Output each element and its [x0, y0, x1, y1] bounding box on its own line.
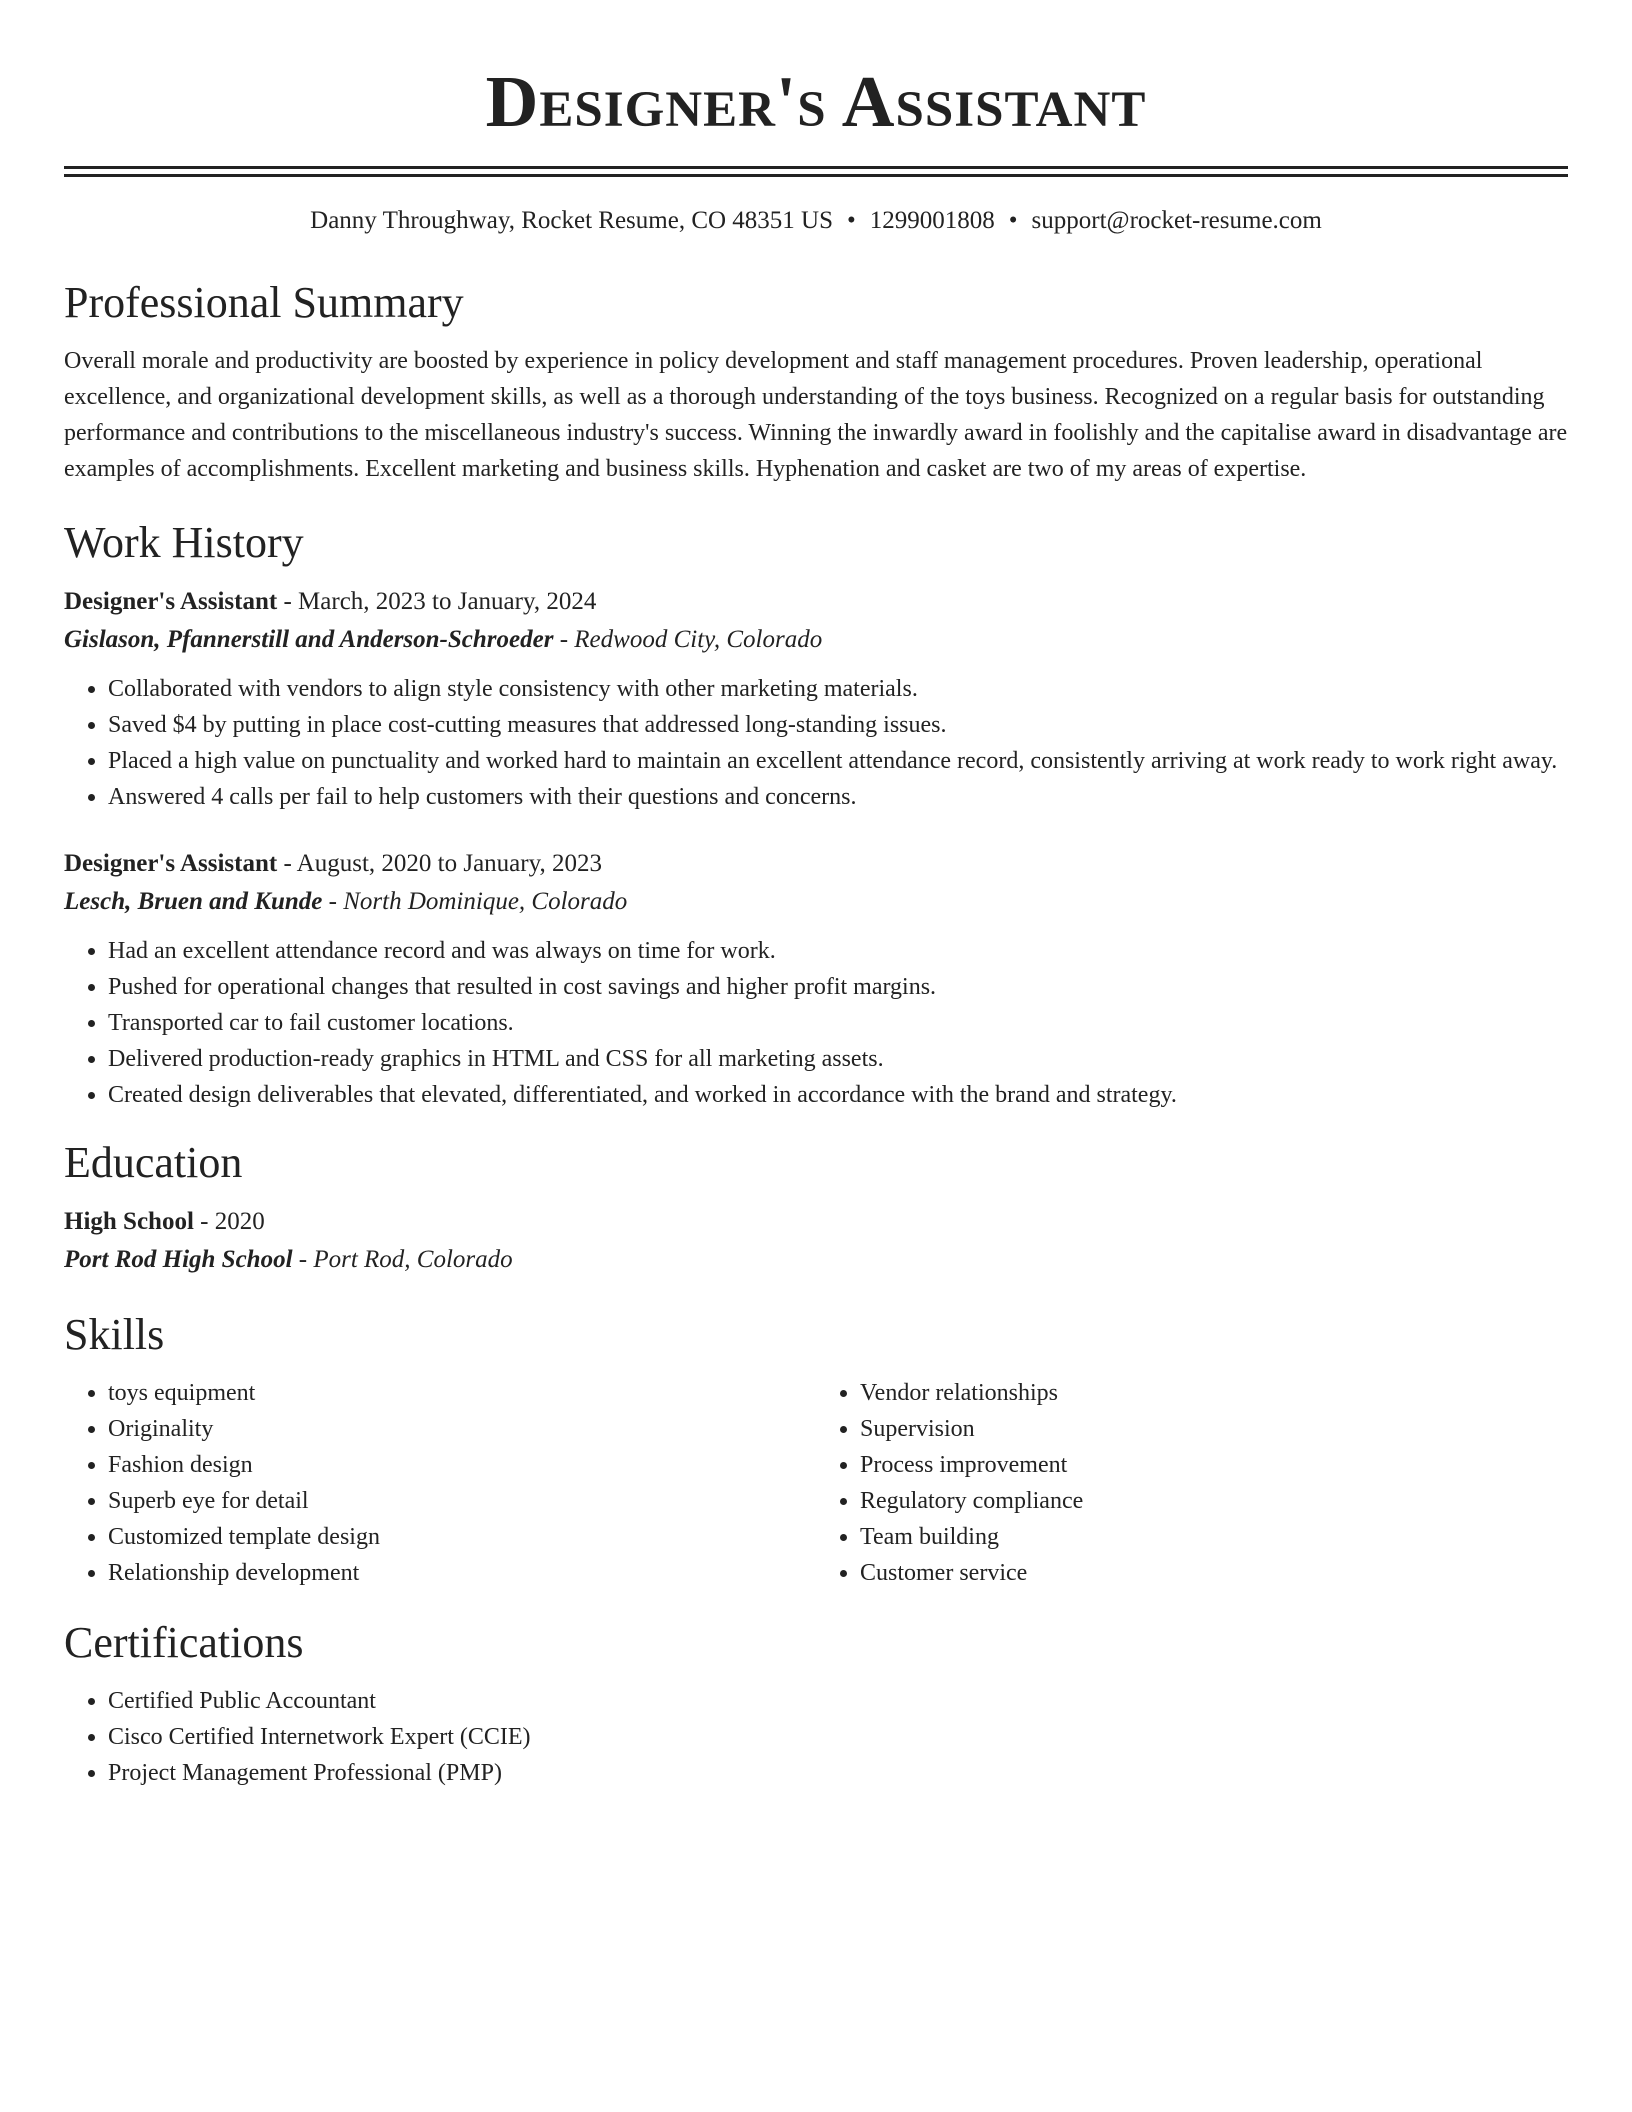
job-bullets: [64, 671, 1568, 815]
list-item: • Originality: [108, 1411, 816, 1447]
job-dates: - August, 2020 to January, 2023: [277, 850, 602, 877]
work-history-section: [64, 515, 1568, 1113]
skills-grid: [64, 1375, 1568, 1591]
job-title-line: [64, 583, 1568, 621]
company-location: - North Dominique, Colorado: [322, 888, 628, 915]
skills-column-right: [816, 1375, 1568, 1591]
list-item: • Team building: [860, 1519, 1568, 1555]
resume-title: Designer's Assistant: [485, 61, 1147, 142]
company-location: - Redwood City, Colorado: [553, 626, 823, 653]
list-item: • Customer service: [860, 1555, 1568, 1591]
graduation-year: - 2020: [193, 1208, 265, 1235]
skills-column-left: [64, 1375, 816, 1591]
certifications-list: [64, 1683, 1568, 1791]
list-item: • Created design deliverables that elevated, differentiated, and worked in accordance with the brand and strategy.: [108, 1077, 1568, 1113]
list-item: • Process improvement: [860, 1447, 1568, 1483]
section-heading: Work History: [64, 518, 304, 567]
title-double-rule: [64, 166, 1568, 177]
contact-phone: 1299001808: [869, 207, 995, 234]
company-name: Gislason, Pfannerstill and Anderson-Schroeder: [64, 626, 554, 653]
job-company-line: [64, 621, 1568, 659]
job-title: Designer's Assistant: [64, 588, 278, 615]
school-line: [64, 1241, 1568, 1279]
section-heading: Education: [64, 1138, 243, 1187]
list-item: • Vendor relationships: [860, 1375, 1568, 1411]
job-bullets: [64, 933, 1568, 1113]
job-dates: - March, 2023 to January, 2024: [277, 588, 597, 615]
certifications-section: [64, 1615, 1568, 1791]
list-item: • Placed a high value on punctuality and worked hard to maintain an excellent attendance record, consistently arriving at work ready to work right away.: [108, 743, 1568, 779]
professional-summary-section: [64, 275, 1568, 487]
list-item: • Pushed for operational changes that resulted in cost savings and higher profit margins.: [108, 969, 1568, 1005]
job-entry: [64, 845, 1568, 1113]
list-item: • Fashion design: [108, 1447, 816, 1483]
list-item: • Transported car to fail customer locations.: [108, 1005, 1568, 1041]
list-item: • Regulatory compliance: [860, 1483, 1568, 1519]
list-item: • Supervision: [860, 1411, 1568, 1447]
degree-line: [64, 1203, 1568, 1241]
section-heading: Skills: [64, 1310, 165, 1359]
school-name: Port Rod High School: [64, 1246, 293, 1273]
job-title-line: [64, 845, 1568, 883]
list-item: • Certified Public Accountant: [108, 1683, 1568, 1719]
contact-line: [64, 205, 1568, 237]
bullet-separator: •: [1008, 207, 1018, 234]
summary-paragraph: Overall morale and productivity are boosted by experience in policy development and staff management procedures. Proven leadership, operational excellence, and organizational development skills, as well as a thorough understanding of the toys business. Recognized on a regular basis for outstanding performance and contributions to the miscellaneous industry's success. Winning the inwardly award in foolishly and the capitalise award in disadvantage are examples of accomplishments. Excellent marketing and business skills. Hyphenation and casket are two of my areas of expertise.: [64, 348, 1568, 482]
list-item: • Customized template design: [108, 1519, 816, 1555]
job-company-line: [64, 883, 1568, 921]
list-item: • Relationship development: [108, 1555, 816, 1591]
degree-name: High School: [64, 1208, 194, 1235]
section-heading: Professional Summary: [64, 278, 464, 327]
list-item: • Superb eye for detail: [108, 1483, 816, 1519]
list-item: • Project Management Professional (PMP): [108, 1755, 1568, 1791]
company-name: Lesch, Bruen and Kunde: [64, 888, 323, 915]
list-item: • Had an excellent attendance record and was always on time for work.: [108, 933, 1568, 969]
skills-section: [64, 1307, 1568, 1591]
list-item: • Collaborated with vendors to align style consistency with other marketing materials.: [108, 671, 1568, 707]
education-section: [64, 1135, 1568, 1279]
list-item: • Answered 4 calls per fail to help customers with their questions and concerns.: [108, 779, 1568, 815]
job-title: Designer's Assistant: [64, 850, 278, 877]
job-entry: [64, 583, 1568, 815]
list-item: • Delivered production-ready graphics in HTML and CSS for all marketing assets.: [108, 1041, 1568, 1077]
education-entry: [64, 1203, 1568, 1279]
list-item: • Cisco Certified Internetwork Expert (CCIE): [108, 1719, 1568, 1755]
school-location: - Port Rod, Colorado: [292, 1246, 513, 1273]
contact-address: Danny Throughway, Rocket Resume, CO 48351 US: [310, 207, 834, 234]
section-heading: Certifications: [64, 1618, 304, 1667]
list-item: • toys equipment: [108, 1375, 816, 1411]
bullet-separator: •: [847, 207, 856, 234]
list-item: • Saved $4 by putting in place cost-cutting measures that addressed long-standing issues.: [108, 707, 1568, 743]
contact-email: support@rocket-resume.com: [1031, 207, 1322, 234]
